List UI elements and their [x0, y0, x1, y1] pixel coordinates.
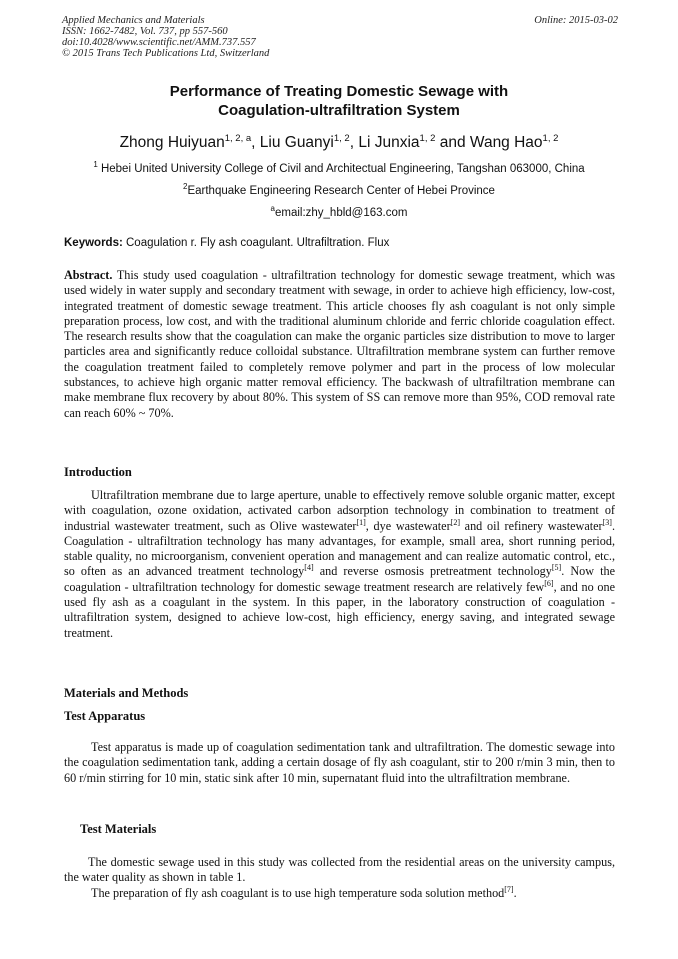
test-apparatus-heading: Test Apparatus	[64, 709, 146, 723]
author-list: Zhong Huiyuan$^{1, 2, a}$, Liu Guanyi$^{1, 2}$, Li Junxia$^{1, 2}$ and Wang Hao$^{1, 2}$	[119, 133, 559, 152]
citation: [5]	[551, 563, 562, 573]
copyright-line: © 2015 Trans Tech Publications Ltd, Switzerland	[62, 48, 270, 59]
online-date: Online: 2015-03-02	[534, 15, 618, 26]
author-name: Wang Hao	[469, 134, 543, 152]
citation: [7]	[504, 884, 514, 894]
author-name: Liu Guanyi	[259, 134, 334, 152]
doi-line: doi:10.4028/www.scientific.net/AMM.737.557	[62, 37, 256, 48]
abstract: Abstract. This study used coagulation - ultrafiltration technology for domestic sewage treatment, which was used widely in water supply and secondary treatment with sewage, in order to achieve high efficiency, low-cost, integrated treatment of domestic sewage treatment. This article chooses fly ash coagulant is not only simple preparation process, low cost, and with the traditional aluminum chloride and ferric chloride coagulation effect. The research results show that the coagulation can make the organic particles size distribution to move to larger particles area and significantly reduce colloidal substance. Ultrafiltration membrane system can further remove the coagulation treatment failed to completely remove polymer and part in the process of low molecular substances, to achieve high organic matter removal efficiency. The backwash of ultrafiltration membrane can make membrane flux recovery by about 80%. This system of SS can remove more than 95%, COD removal rate can reach 60% ~ 70%.	[64, 268, 615, 420]
citation: [6]	[544, 578, 554, 588]
affiliation-2: $^2$Earthquake Engineering Research Center of Hebei Province	[183, 182, 495, 197]
paper-title: Performance of Treating Domestic Sewage with Coagulation-ultrafiltration System	[169, 83, 509, 119]
citation: [4]	[304, 563, 314, 573]
journal-name: Applied Mechanics and Materials	[62, 15, 205, 26]
journal-header	[62, 15, 618, 59]
author-name: Li Junxia	[358, 134, 420, 152]
citation: [2]	[450, 517, 460, 527]
author-name: Zhong Huiyuan	[119, 134, 225, 152]
issn-line: ISSN: 1662-7482, Vol. 737, pp 557-560	[62, 26, 228, 37]
introduction-paragraph: Ultrafiltration membrane due to large aperture, unable to effectively remove soluble organic matter, except with coagulation, ozone oxidation, activated carbon adsorption technology in combination to treatment of industrial wastewater treatment, such as Olive wastewater[1], dye wastewater[2] and oil refinery wastewater[3]. Coagulation - ultrafiltration technology has many advantages, for example, small area, short running period, stable quality, no microorganism, convenient operation and management and can realize automatic control, etc., so often as an advanced treatment technology[4] and reverse osmosis pretreatment technology[5]. Now the coagulation - ultrafiltration technology for domestic sewage treatment research are relatively few[6], and no one used fly ash as a coagulant in the system. In this paper, in the laboratory construction of coagulation - ultrafiltration system, designed to achieve low-cost, high efficiency, energy saving, and integrated sewage treatment.	[64, 488, 616, 640]
affiliation-1: $^1$ Hebei United University College of Civil and Architectual Engineering, Tangshan 063000, China	[93, 160, 585, 175]
keywords: Keywords: Coagulation r. Fly ash coagulant. Ultrafiltration. Flux	[64, 237, 390, 249]
apparatus-paragraph: Test apparatus is made up of coagulation sedimentation tank and ultrafiltration. The domestic sewage into the coagulation sedimentation tank, adding a certain dosage of fly ash coagulant, stir to 200 r/min 3 min, then to 60 r/min stirring for 10 min, static sink after 10 min, supernatant fluid into the ultrafiltration membrane.	[64, 740, 615, 785]
citation: [1]	[356, 517, 366, 527]
test-materials-heading: Test Materials	[80, 822, 157, 836]
materials-paragraph: The domestic sewage used in this study was collected from the residential areas on the university campus, the water quality as shown in table 1. The preparation of fly ash coagulant is to use high temperature soda solution method[7].	[64, 855, 615, 900]
introduction-heading: Introduction	[64, 465, 132, 479]
abstract-label: Abstract.	[64, 268, 113, 282]
email-line: $^a$email:zhy_hbld@163.com	[270, 204, 408, 219]
materials-heading: Materials and Methods	[64, 686, 189, 700]
citation: [3]	[602, 517, 612, 527]
